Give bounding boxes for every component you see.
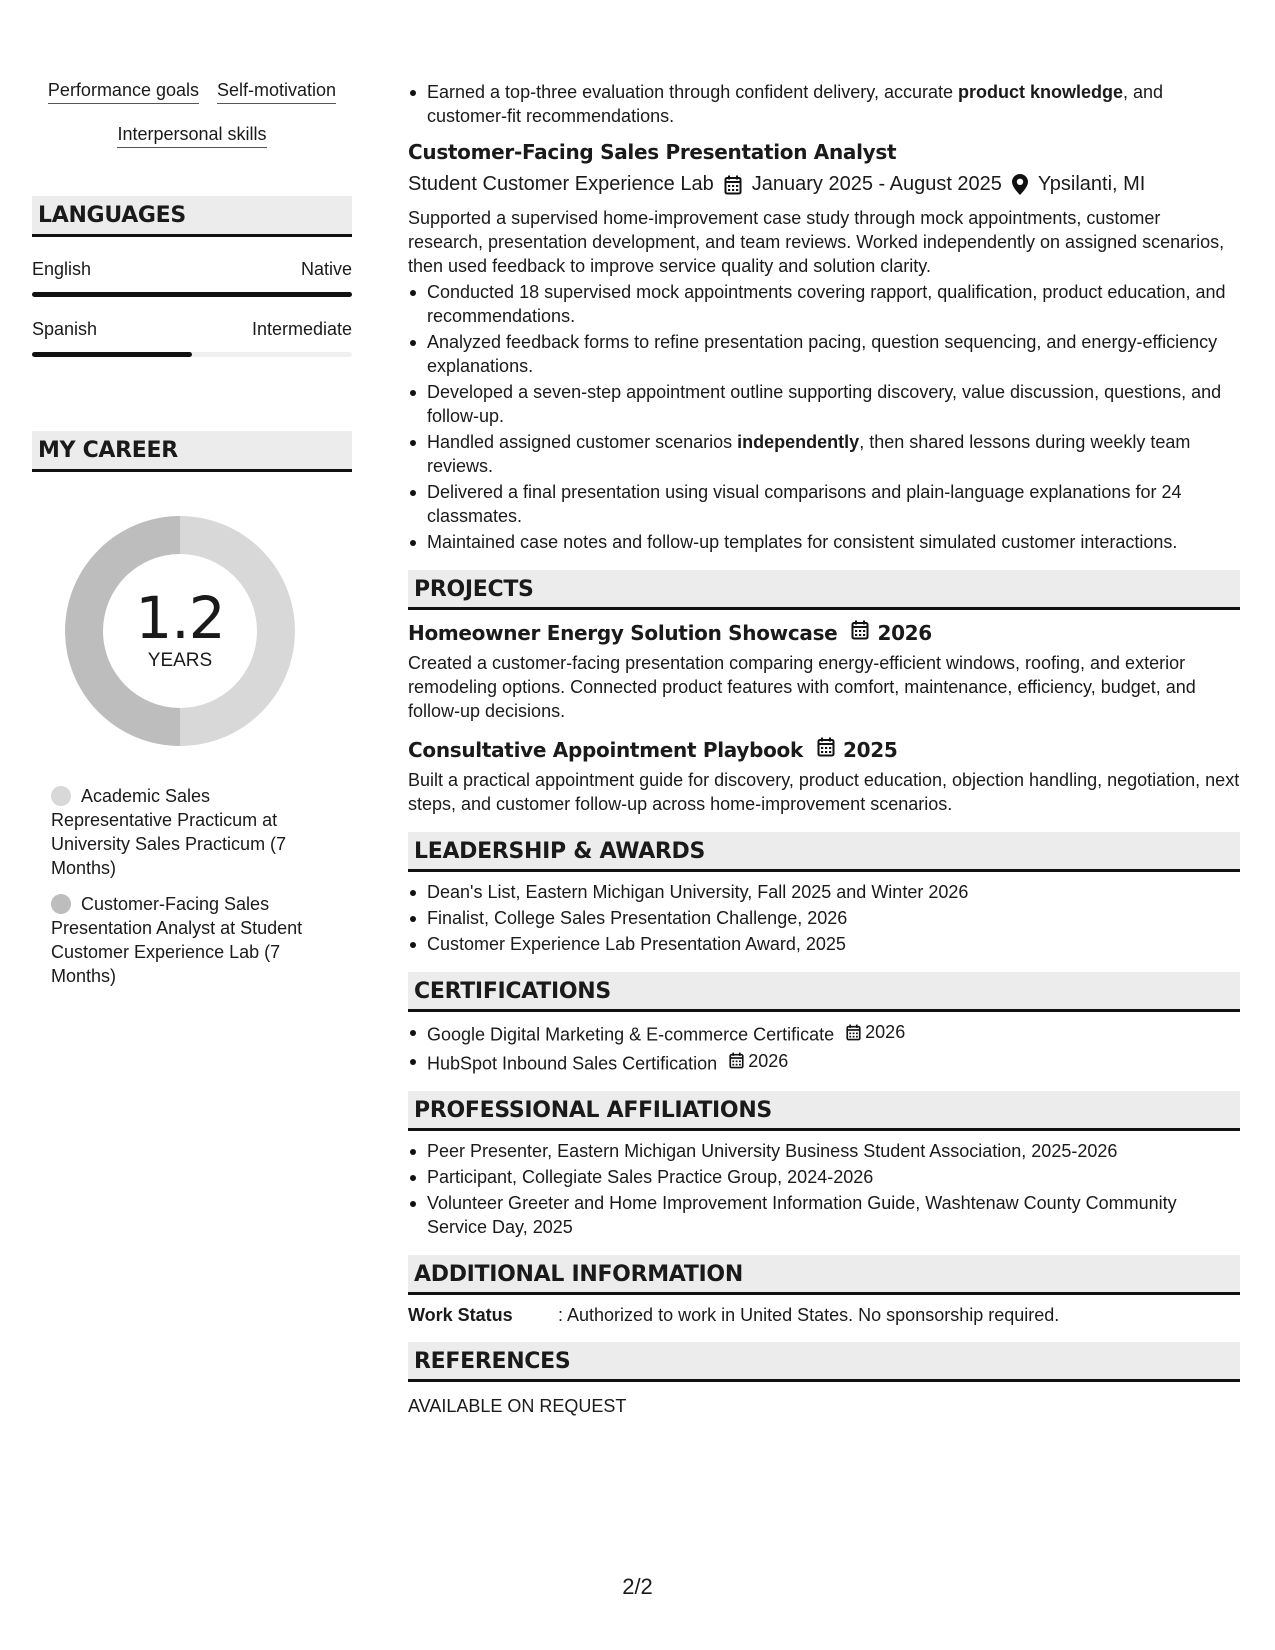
references-heading: REFERENCES: [408, 1342, 1240, 1382]
language-bar-fill: [32, 292, 352, 297]
leadership-list: [408, 880, 1240, 956]
calendar-icon: [851, 620, 869, 645]
skills-list: [32, 80, 352, 168]
affiliations-heading: PROFESSIONAL AFFILIATIONS: [408, 1091, 1240, 1131]
career-heading: MY CAREER: [32, 431, 352, 472]
career-donut: [65, 516, 295, 746]
career-item-text: Academic Sales Representative Practicum at University Sales Practicum (7 Months): [51, 786, 287, 878]
list-item: Conducted 18 supervised mock appointments covering rapport, qualification, product education, and recommendations.: [408, 280, 1240, 328]
certifications-heading: CERTIFICATIONS: [408, 972, 1240, 1012]
leadership-heading: LEADERSHIP & AWARDS: [408, 832, 1240, 872]
skill-tag: Interpersonal skills: [117, 124, 266, 148]
language-bar: [32, 292, 352, 297]
page-number: 2/2: [622, 1574, 653, 1599]
main-content: [408, 80, 1240, 1418]
project-title: Consultative Appointment Playbook: [408, 737, 803, 762]
job-location: Ypsilanti, MI: [1037, 173, 1146, 195]
language-bar-fill: [32, 352, 192, 357]
additional-heading: ADDITIONAL INFORMATION: [408, 1255, 1240, 1295]
career-legend: [32, 784, 352, 988]
career-legend-item: [51, 784, 321, 880]
legend-dot: [51, 894, 71, 914]
calendar-icon: [729, 1052, 744, 1069]
project-year: 2026: [877, 620, 932, 645]
location-pin-icon: [1012, 174, 1028, 195]
projects-heading: PROJECTS: [408, 570, 1240, 610]
list-item: Handled assigned customer scenarios independently, then shared lessons during weekly team reviews.: [408, 430, 1240, 478]
language-bar: [32, 352, 352, 357]
job-bullets: [408, 280, 1240, 554]
job-dates: January 2025 - August 2025: [751, 173, 1002, 195]
job-summary: Supported a supervised home-improvement case study through mock appointments, customer research, presentation development, and team reviews. Worked independently on assigned scenarios, then used feedback to improve service quality and solution clarity.: [408, 208, 1225, 276]
list-item: Maintained case notes and follow-up templates for consistent simulated customer interactions.: [408, 530, 1240, 554]
project-title: Homeowner Energy Solution Showcase: [408, 620, 838, 645]
career-years-label: YEARS: [147, 650, 213, 671]
list-item: Dean's List, Eastern Michigan University, Fall 2025 and Winter 2026: [408, 880, 1240, 904]
list-item: Earned a top-three evaluation through confident delivery, accurate product knowledge, and customer-fit recommendations.: [408, 80, 1240, 128]
list-item: Volunteer Greeter and Home Improvement Information Guide, Washtenaw County Community Service Day, 2025: [408, 1191, 1240, 1239]
language-name: Spanish: [32, 319, 98, 339]
job-meta: [408, 173, 1240, 196]
languages-heading: LANGUAGES: [32, 196, 352, 237]
list-item: Customer Experience Lab Presentation Award, 2025: [408, 932, 1240, 956]
career-item-text: Customer-Facing Sales Presentation Analyst at Student Customer Experience Lab (7 Months): [51, 894, 303, 986]
project-description: Created a customer-facing presentation comparing energy-efficient windows, roofing, and exterior remodeling options. Connected product features with comfort, maintenance, efficiency, budget, and follow-up decisions.: [408, 653, 1196, 721]
affiliations-list: [408, 1139, 1240, 1239]
job-employer: Student Customer Experience Lab: [408, 173, 714, 195]
list-item: Participant, Collegiate Sales Practice Group, 2024-2026: [408, 1165, 1240, 1189]
list-item: Peer Presenter, Eastern Michigan University Business Student Association, 2025-2026: [408, 1139, 1240, 1163]
work-status-value: : Authorized to work in United States. No sponsorship required.: [558, 1305, 1060, 1325]
previous-job-bullets: [408, 80, 1240, 128]
list-item: Analyzed feedback forms to refine presentation pacing, question sequencing, and energy-efficiency explanations.: [408, 330, 1240, 378]
career-years-value: 1.2: [135, 584, 225, 652]
work-status-row: [408, 1305, 1240, 1326]
work-status-label: Work Status: [408, 1305, 513, 1325]
legend-dot: [51, 786, 71, 806]
calendar-icon: [724, 175, 742, 195]
calendar-icon: [846, 1024, 861, 1041]
language-level: Native: [300, 259, 352, 279]
list-item: Google Digital Marketing & E-commerce Certificate 2026: [408, 1020, 1240, 1047]
project-description: Built a practical appointment guide for discovery, product education, objection handling, negotiation, next steps, and customer follow-up across home-improvement scenarios.: [408, 770, 1240, 814]
list-item: Delivered a final presentation using visual comparisons and plain-language explanations for 24 classmates.: [408, 480, 1240, 528]
references-text: AVAILABLE ON REQUEST: [408, 1396, 627, 1416]
language-level: Intermediate: [251, 319, 352, 339]
project-year: 2025: [843, 737, 898, 762]
skill-tag: Self-motivation: [217, 80, 336, 104]
calendar-icon: [817, 737, 835, 762]
language-spanish: [32, 319, 352, 357]
list-item: Finalist, College Sales Presentation Challenge, 2026: [408, 906, 1240, 930]
sidebar: [32, 80, 352, 988]
list-item: Developed a seven-step appointment outline supporting discovery, value discussion, questions, and follow-up.: [408, 380, 1240, 428]
career-legend-item: [51, 892, 321, 988]
project-title-row: [408, 620, 1240, 645]
project-title-row: [408, 737, 1240, 762]
language-name: English: [32, 259, 92, 279]
language-english: [32, 259, 352, 297]
job-title: Customer-Facing Sales Presentation Analyst: [408, 140, 897, 164]
skill-tag: Performance goals: [48, 80, 199, 104]
list-item: HubSpot Inbound Sales Certification 2026: [408, 1049, 1240, 1076]
certifications-list: [408, 1020, 1240, 1075]
